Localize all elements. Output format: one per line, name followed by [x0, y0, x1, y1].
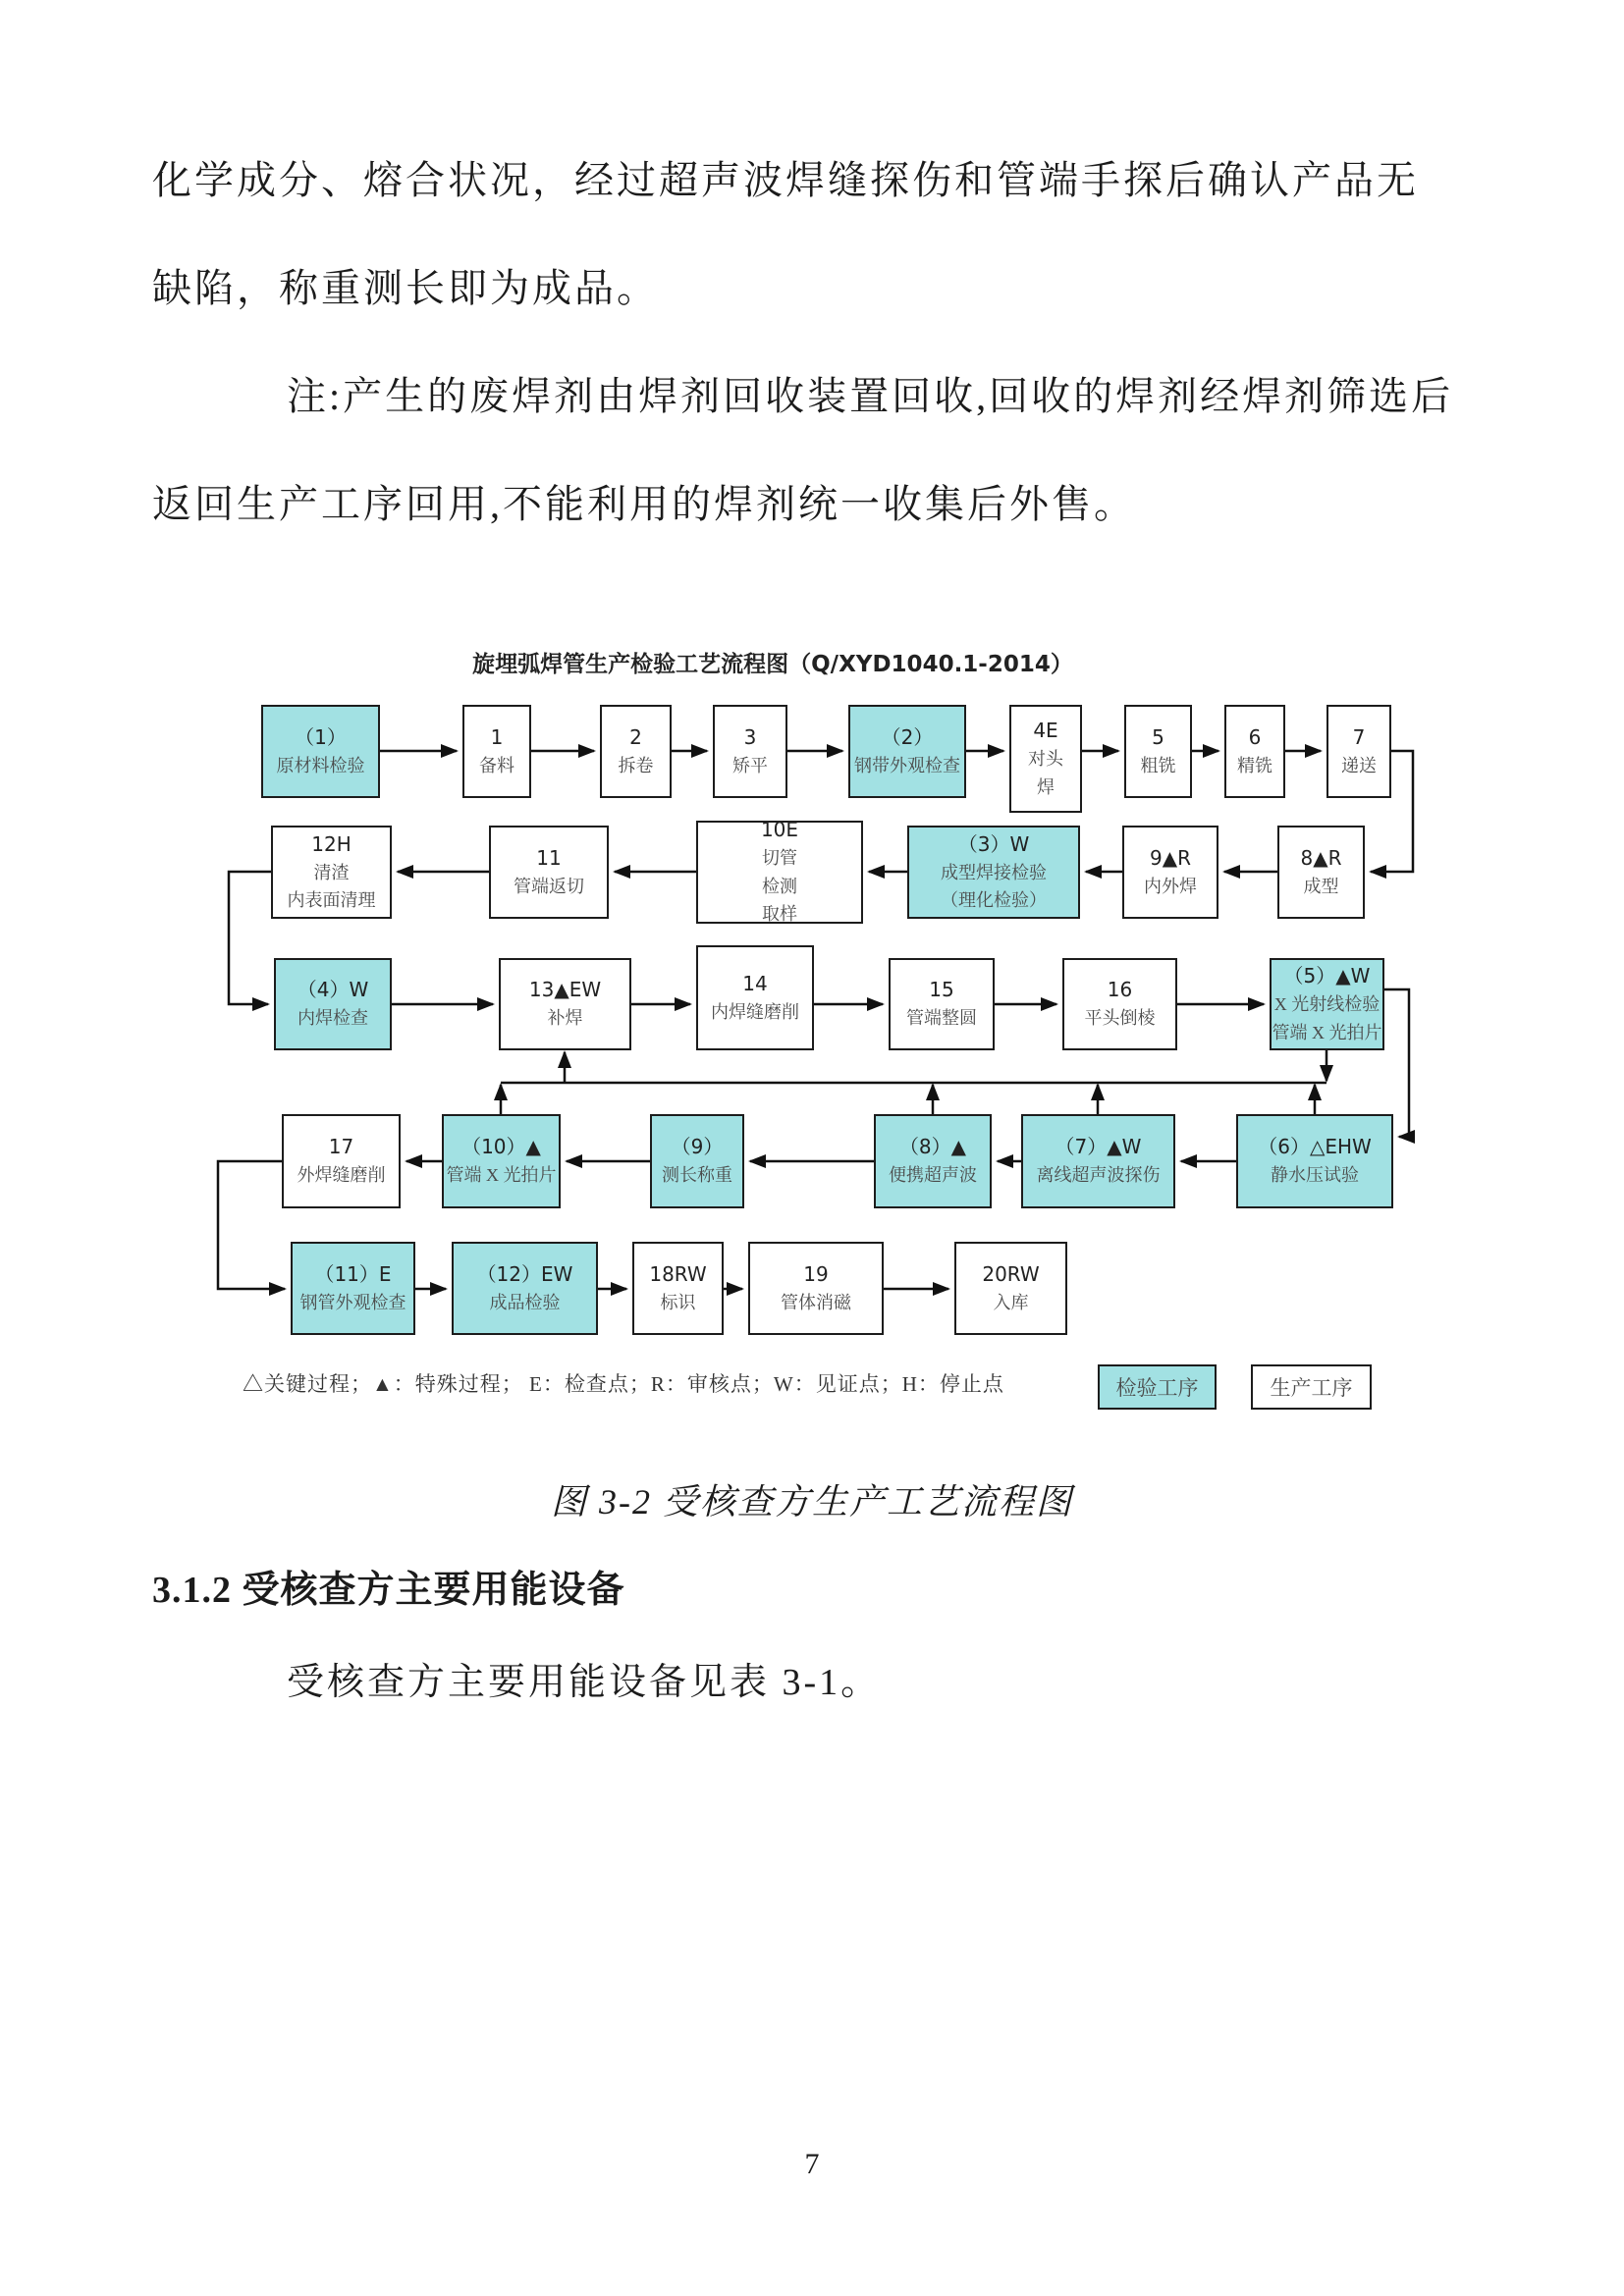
flow-node-s15: 15 管端整圆	[889, 958, 995, 1050]
section-body: 受核查方主要用能设备见表 3-1。	[287, 1662, 882, 1703]
note-line: 返回生产工序回用,不能利用的焊剂统一收集后外售。	[152, 482, 1136, 526]
flow-node-s3: 3 矫平	[713, 705, 787, 798]
flow-node-n8: （8）▲ 便携超声波	[874, 1114, 992, 1208]
flow-node-s4: 4E 对头 焊	[1009, 705, 1082, 813]
flow-node-s17: 17 外焊缝磨削	[282, 1114, 401, 1208]
flow-node-s2: 2 拆卷	[600, 705, 672, 798]
flow-node-n1: （1） 原材料检验	[261, 705, 380, 798]
flowchart-title: 旋埋弧焊管生产检验工艺流程图（Q/XYD1040.1-2014）	[472, 652, 1073, 677]
legend-production: 生产工序	[1251, 1364, 1372, 1410]
flow-node-s6: 6 精铣	[1224, 705, 1285, 798]
flow-node-s8: 8▲R 成型	[1277, 826, 1365, 919]
flow-node-s11: 11 管端返切	[489, 826, 609, 919]
flow-node-s13: 13▲EW 补焊	[499, 958, 631, 1050]
process-flowchart	[164, 636, 1440, 1421]
flow-node-s1: 1 备料	[462, 705, 531, 798]
paragraph-line: 缺陷，称重测长即为成品。	[152, 266, 659, 310]
flow-node-n5: （5）▲W X 光射线检验 管端 X 光拍片	[1270, 958, 1384, 1050]
flow-node-s16: 16 平头倒棱	[1062, 958, 1177, 1050]
flow-node-s19: 19 管体消磁	[748, 1242, 884, 1335]
figure-caption: 图 3-2 受核查方生产工艺流程图	[551, 1482, 1073, 1522]
flow-node-s18: 18RW 标识	[632, 1242, 724, 1335]
flow-node-s7: 7 递送	[1326, 705, 1391, 798]
paragraph-line: 化学成分、熔合状况，经过超声波焊缝探伤和管端手探后确认产品无	[152, 158, 1419, 202]
note-line: 注:产生的废焊剂由焊剂回收装置回收,回收的焊剂经焊剂筛选后	[287, 374, 1454, 418]
flow-node-n10: （10）▲ 管端 X 光拍片	[442, 1114, 561, 1208]
flow-node-n11: （11）E 钢管外观检查	[291, 1242, 415, 1335]
page-number: 7	[804, 2148, 820, 2180]
flow-node-s20: 20RW 入库	[954, 1242, 1067, 1335]
flow-node-n2: （2） 钢带外观检查	[848, 705, 966, 798]
flow-node-s5: 5 粗铣	[1124, 705, 1192, 798]
flow-node-s14: 14 内焊缝磨削	[696, 945, 814, 1050]
flow-node-n9: （9） 测长称重	[650, 1114, 744, 1208]
flow-node-n6: （6）△EHW 静水压试验	[1236, 1114, 1393, 1208]
flow-node-s9: 9▲R 内外焊	[1122, 826, 1218, 919]
flow-node-s10: 10E 切管 检测 取样	[696, 821, 863, 924]
flow-node-n3: （3）W 成型焊接检验 （理化检验）	[907, 826, 1080, 919]
flow-node-s12: 12H 清渣 内表面清理	[271, 826, 392, 919]
flow-node-n7: （7）▲W 离线超声波探伤	[1021, 1114, 1175, 1208]
legend-inspection: 检验工序	[1098, 1364, 1217, 1410]
flowchart-legend-note: △关键过程；▲：特殊过程； E：检查点；R：审核点；W：见证点；H：停止点	[243, 1372, 1004, 1396]
flow-node-n4: （4）W 内焊检查	[274, 958, 392, 1050]
section-heading: 3.1.2 受核查方主要用能设备	[152, 1570, 625, 1611]
flow-node-n12: （12）EW 成品检验	[452, 1242, 598, 1335]
